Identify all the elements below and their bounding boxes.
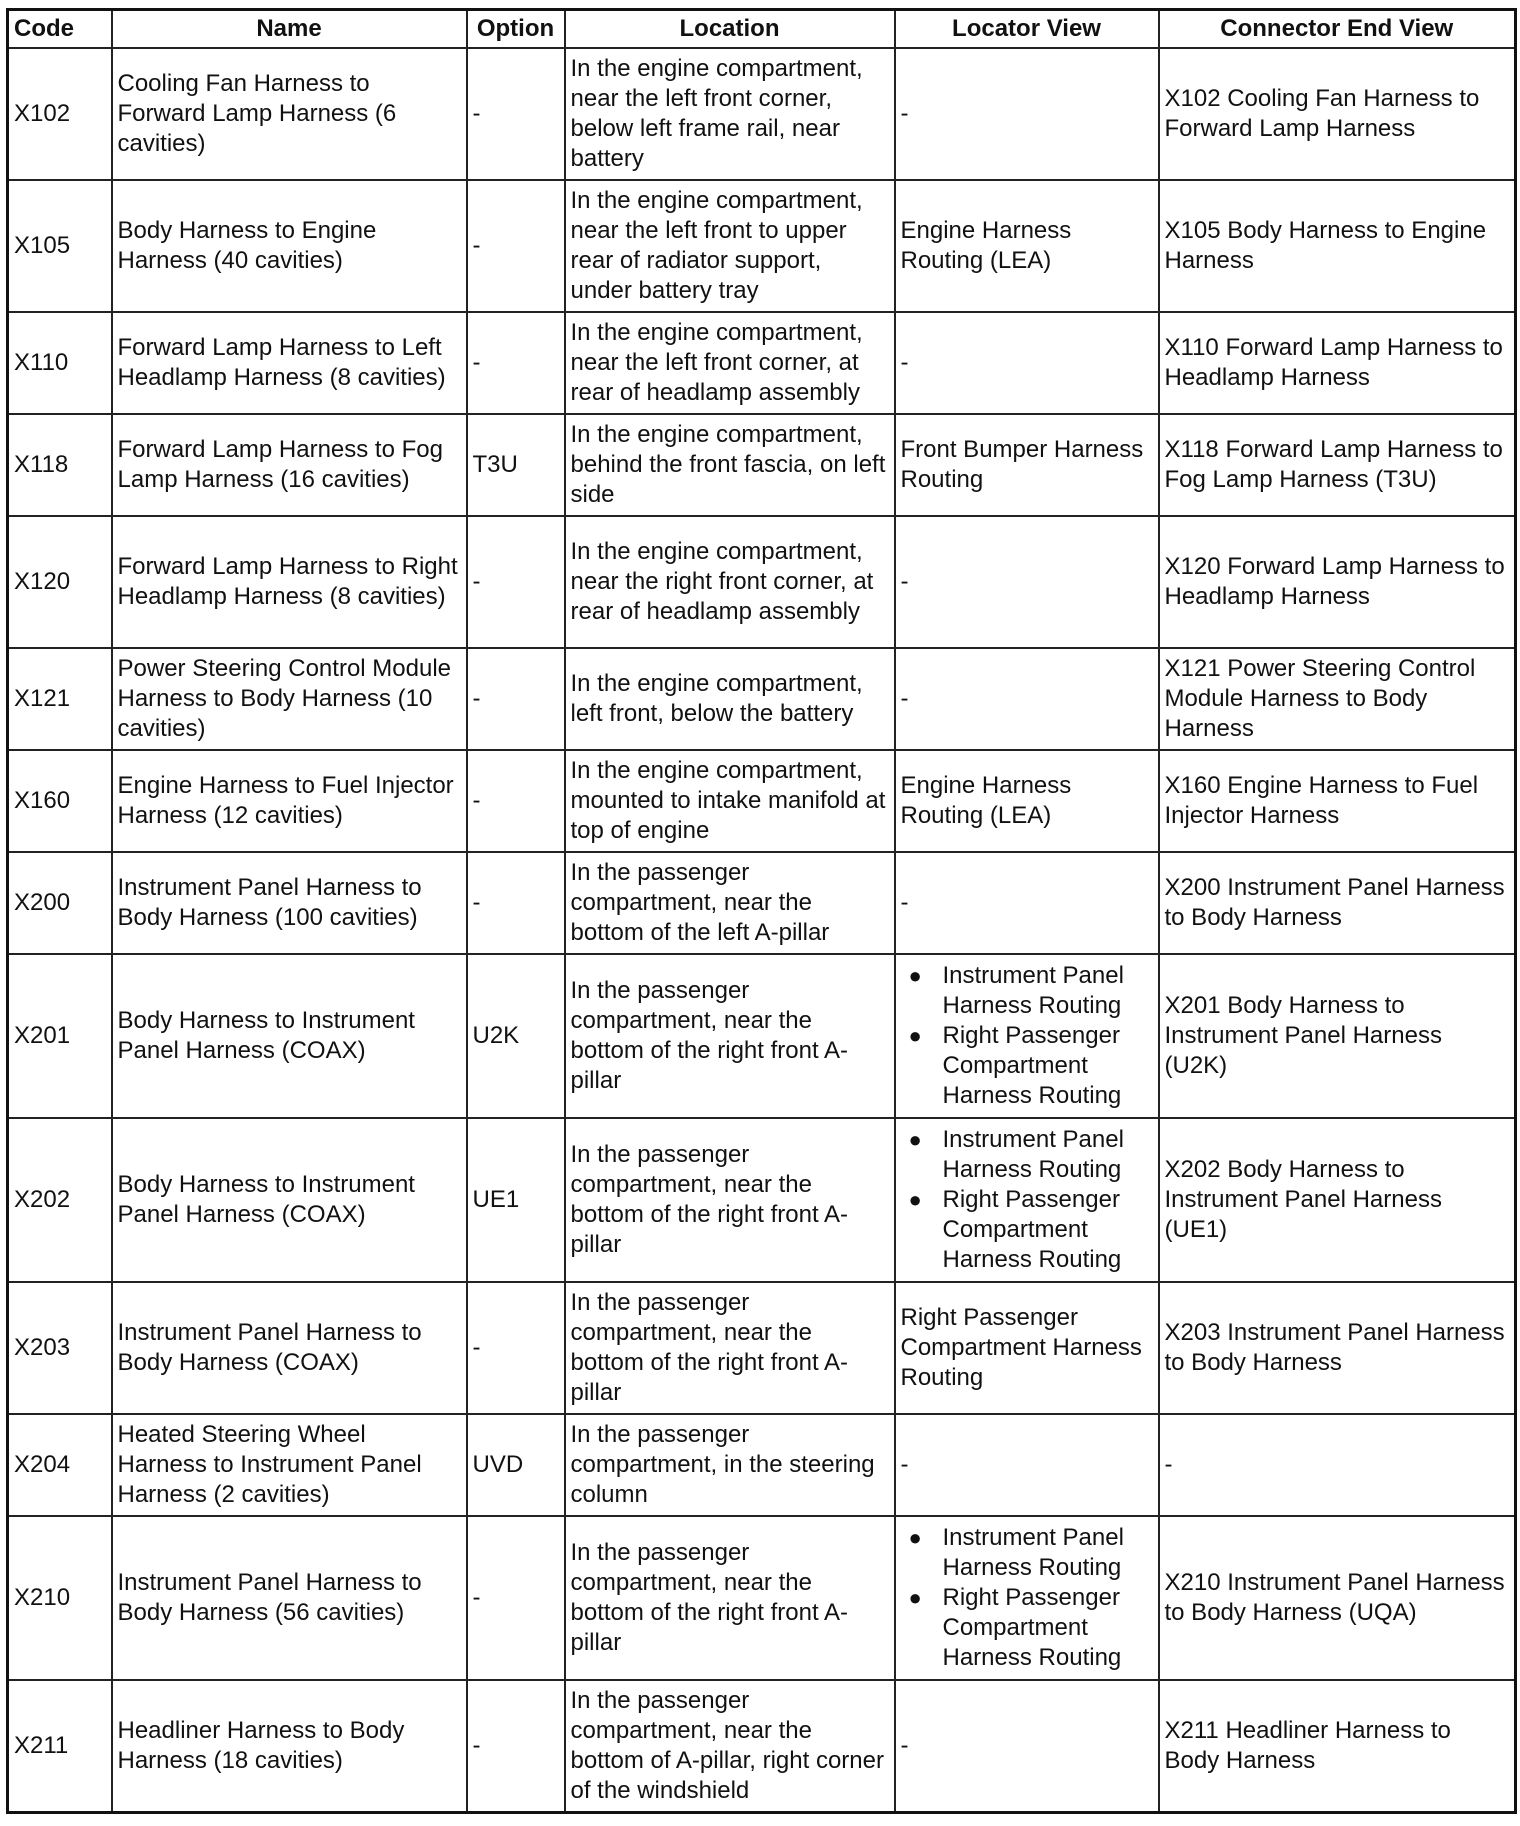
cell-code: X105 (8, 180, 112, 312)
cell-option: UE1 (467, 1118, 565, 1282)
cell-option: T3U (467, 414, 565, 516)
cell-connector-end-view: X203 Instrument Panel Harness to Body Harness (1159, 1282, 1516, 1414)
column-header-locator-view: Locator View (895, 10, 1159, 49)
cell-location: In the passenger compartment, near the bottom of the right front A-pillar (565, 1118, 895, 1282)
cell-name: Instrument Panel Harness to Body Harness (56 cavities) (112, 1516, 467, 1680)
cell-name: Heated Steering Wheel Harness to Instrument Panel Harness (2 cavities) (112, 1414, 467, 1516)
locator-bullet-item: ● Instrument Panel Harness Routing (943, 961, 1153, 1021)
cell-option: - (467, 516, 565, 648)
locator-text: Engine Harness Routing (LEA) (900, 772, 1072, 829)
cell-option: UVD (467, 1414, 565, 1516)
cell-option: - (467, 1282, 565, 1414)
cell-location: In the passenger compartment, in the steering column (565, 1414, 895, 1516)
cell-locator-view (895, 1118, 1159, 1282)
locator-bullet-item: ● Right Passenger Compartment Harness Routing (943, 1021, 1153, 1111)
cell-location: In the passenger compartment, near the bottom of the left A-pillar (565, 852, 895, 954)
header-row (8, 10, 1516, 49)
table-body (8, 48, 1516, 1812)
cell-name: Headliner Harness to Body Harness (18 cavities) (112, 1680, 467, 1812)
cell-option: - (467, 48, 565, 180)
cell-name: Forward Lamp Harness to Left Headlamp Harness (8 cavities) (112, 312, 467, 414)
column-header-location: Location (565, 10, 895, 49)
cell-name: Instrument Panel Harness to Body Harness (COAX) (112, 1282, 467, 1414)
locator-text: - (900, 1731, 909, 1759)
cell-locator-view (895, 1680, 1159, 1812)
cell-connector-end-view: X110 Forward Lamp Harness to Headlamp Harness (1159, 312, 1516, 414)
cell-code: X118 (8, 414, 112, 516)
connector-list-table (6, 8, 1517, 1814)
cell-option: - (467, 648, 565, 750)
cell-connector-end-view: - (1159, 1414, 1516, 1516)
cell-location: In the passenger compartment, near the bottom of A-pillar, right corner of the windshield (565, 1680, 895, 1812)
cell-name: Body Harness to Instrument Panel Harness (COAX) (112, 1118, 467, 1282)
locator-text: Front Bumper Harness Routing (900, 436, 1144, 493)
cell-connector-end-view: X118 Forward Lamp Harness to Fog Lamp Harness (T3U) (1159, 414, 1516, 516)
cell-locator-view (895, 312, 1159, 414)
locator-bullet-item: ● Right Passenger Compartment Harness Routing (943, 1185, 1153, 1275)
cell-locator-view (895, 648, 1159, 750)
cell-code: X202 (8, 1118, 112, 1282)
locator-bullet-item: ● Right Passenger Compartment Harness Routing (943, 1583, 1153, 1673)
cell-connector-end-view: X120 Forward Lamp Harness to Headlamp Harness (1159, 516, 1516, 648)
cell-name: Engine Harness to Fuel Injector Harness (12 cavities) (112, 750, 467, 852)
table-row (8, 1118, 1516, 1282)
locator-text: Right Passenger Compartment Harness Routing (900, 1304, 1142, 1391)
table-row (8, 1282, 1516, 1414)
cell-code: X120 (8, 516, 112, 648)
cell-name: Forward Lamp Harness to Fog Lamp Harness (16 cavities) (112, 414, 467, 516)
cell-option: U2K (467, 954, 565, 1118)
table-row (8, 852, 1516, 954)
locator-text: - (900, 889, 909, 916)
locator-text: - (900, 349, 909, 376)
cell-name: Cooling Fan Harness to Forward Lamp Harness (6 cavities) (112, 48, 467, 180)
cell-connector-end-view: X211 Headliner Harness to Body Harness (1159, 1680, 1516, 1812)
cell-location: In the engine compartment, near the left front corner, below left frame rail, near battery (565, 48, 895, 180)
table-row (8, 648, 1516, 750)
cell-option: - (467, 852, 565, 954)
cell-code: X203 (8, 1282, 112, 1414)
cell-connector-end-view: X102 Cooling Fan Harness to Forward Lamp Harness (1159, 48, 1516, 180)
locator-bullet-list (901, 1125, 1153, 1275)
cell-code: X201 (8, 954, 112, 1118)
cell-name: Instrument Panel Harness to Body Harness (100 cavities) (112, 852, 467, 954)
column-header-code: Code (8, 10, 112, 49)
cell-code: X200 (8, 852, 112, 954)
column-header-name: Name (112, 10, 467, 49)
table-row (8, 1516, 1516, 1680)
cell-location: In the engine compartment, mounted to intake manifold at top of engine (565, 750, 895, 852)
locator-text: - (900, 1451, 909, 1478)
locator-text: - (900, 568, 909, 595)
cell-connector-end-view: X121 Power Steering Control Module Harness to Body Harness (1159, 648, 1516, 750)
cell-option: - (467, 180, 565, 312)
cell-location: In the engine compartment, near the left front to upper rear of radiator support, under battery tray (565, 180, 895, 312)
table-row (8, 1680, 1516, 1812)
cell-location: In the passenger compartment, near the bottom of the right front A-pillar (565, 954, 895, 1118)
cell-locator-view (895, 1282, 1159, 1414)
table-row (8, 954, 1516, 1118)
cell-connector-end-view: X202 Body Harness to Instrument Panel Harness (UE1) (1159, 1118, 1516, 1282)
table-row (8, 750, 1516, 852)
cell-code: X102 (8, 48, 112, 180)
cell-location: In the engine compartment, left front, below the battery (565, 648, 895, 750)
locator-bullet-list (901, 1523, 1153, 1673)
cell-location: In the engine compartment, behind the front fascia, on left side (565, 414, 895, 516)
cell-code: X121 (8, 648, 112, 750)
locator-text: - (900, 685, 909, 712)
cell-locator-view (895, 48, 1159, 180)
locator-bullet-item: ● Instrument Panel Harness Routing (943, 1125, 1153, 1185)
cell-locator-view (895, 1414, 1159, 1516)
connector-table-container (6, 8, 1514, 1814)
table-row (8, 1414, 1516, 1516)
cell-option: - (467, 312, 565, 414)
cell-code: X204 (8, 1414, 112, 1516)
cell-code: X211 (8, 1680, 112, 1812)
cell-name: Power Steering Control Module Harness to Body Harness (10 cavities) (112, 648, 467, 750)
cell-location: In the passenger compartment, near the bottom of the right front A-pillar (565, 1516, 895, 1680)
cell-code: X160 (8, 750, 112, 852)
cell-connector-end-view: X105 Body Harness to Engine Harness (1159, 180, 1516, 312)
cell-code: X210 (8, 1516, 112, 1680)
cell-location: In the engine compartment, near the left front corner, at rear of headlamp assembly (565, 312, 895, 414)
table-row (8, 48, 1516, 180)
cell-name: Body Harness to Instrument Panel Harness (COAX) (112, 954, 467, 1118)
locator-text: - (900, 100, 909, 127)
cell-option: - (467, 1516, 565, 1680)
table-row (8, 180, 1516, 312)
table-row (8, 312, 1516, 414)
locator-bullet-item: ● Instrument Panel Harness Routing (943, 1523, 1153, 1583)
column-header-connector-end-view: Connector End View (1159, 10, 1516, 49)
cell-locator-view (895, 750, 1159, 852)
locator-bullet-list (901, 961, 1153, 1111)
locator-text: Engine Harness Routing (LEA) (900, 217, 1072, 274)
cell-locator-view (895, 516, 1159, 648)
cell-code: X110 (8, 312, 112, 414)
cell-locator-view (895, 180, 1159, 312)
cell-locator-view (895, 1516, 1159, 1680)
cell-locator-view (895, 414, 1159, 516)
table-row (8, 414, 1516, 516)
cell-locator-view (895, 954, 1159, 1118)
cell-connector-end-view: X201 Body Harness to Instrument Panel Harness (U2K) (1159, 954, 1516, 1118)
cell-name: Forward Lamp Harness to Right Headlamp Harness (8 cavities) (112, 516, 467, 648)
column-header-option: Option (467, 10, 565, 49)
cell-name: Body Harness to Engine Harness (40 cavities) (112, 180, 467, 312)
cell-connector-end-view: X210 Instrument Panel Harness to Body Harness (UQA) (1159, 1516, 1516, 1680)
cell-option: - (467, 1680, 565, 1812)
cell-locator-view (895, 852, 1159, 954)
cell-option: - (467, 750, 565, 852)
cell-location: In the passenger compartment, near the bottom of the right front A-pillar (565, 1282, 895, 1414)
cell-connector-end-view: X200 Instrument Panel Harness to Body Harness (1159, 852, 1516, 954)
cell-connector-end-view: X160 Engine Harness to Fuel Injector Harness (1159, 750, 1516, 852)
cell-location: In the engine compartment, near the right front corner, at rear of headlamp assembly (565, 516, 895, 648)
table-row (8, 516, 1516, 648)
